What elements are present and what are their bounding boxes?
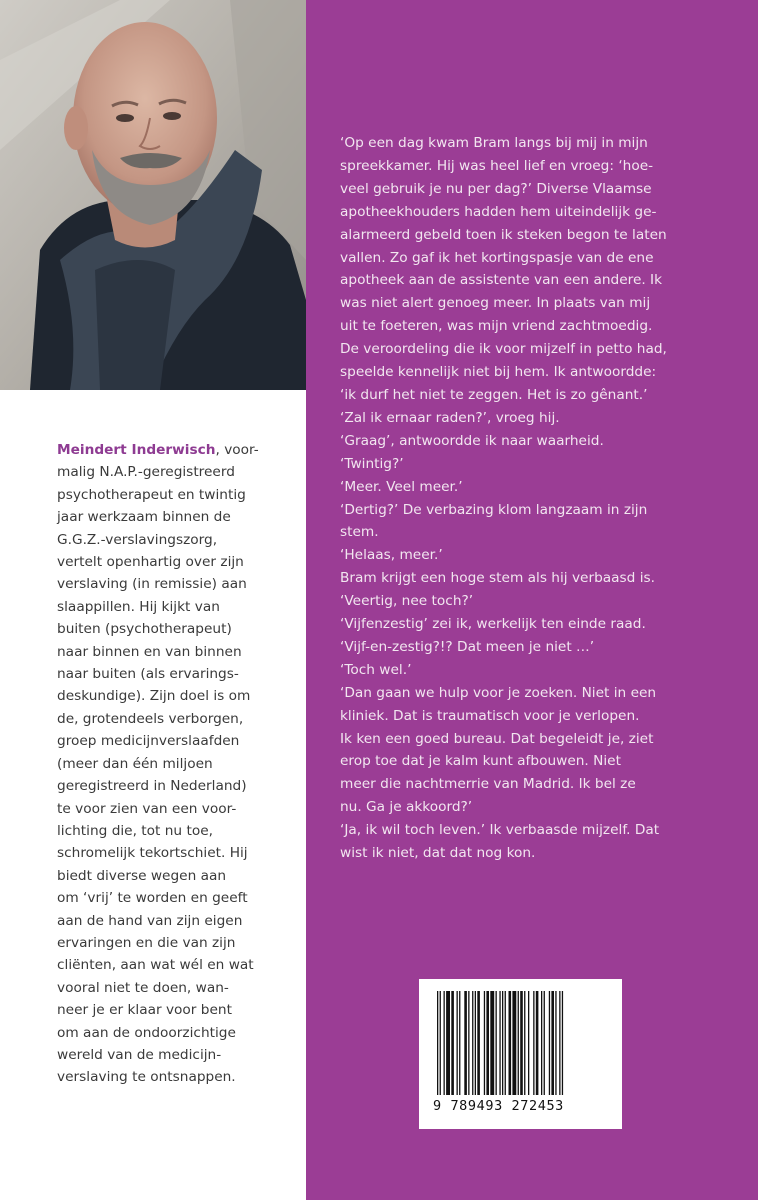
- barcode-stripe: [533, 991, 534, 1095]
- barcode-stripe: [457, 991, 458, 1095]
- quote-paragraph: ‘Helaas, meer.’: [340, 547, 443, 564]
- barcode-stripe: [472, 991, 473, 1095]
- author-name: Meindert Inderwisch: [57, 442, 216, 458]
- barcode-stripe: [524, 991, 525, 1095]
- barcode-bars: [437, 991, 604, 1095]
- barcode-stripe: [451, 991, 454, 1095]
- barcode-stripe: [446, 991, 450, 1095]
- barcode-stripe: [541, 991, 542, 1095]
- excerpt-quote: [340, 132, 730, 865]
- author-bio: [57, 439, 292, 1089]
- barcode-stripe: [562, 991, 563, 1095]
- barcode-stripe: [549, 991, 550, 1095]
- barcode-stripe: [496, 991, 497, 1095]
- barcode-stripe: [559, 991, 560, 1095]
- barcode-stripe: [502, 991, 503, 1095]
- barcode-stripe: [536, 991, 539, 1095]
- quote-paragraph: ‘Dertig?’ De verbazing klom langzaam in zijn stem.: [340, 501, 648, 541]
- quote-paragraph: ‘Op een dag kwam Bram langs bij mij in mijn spreekkamer. Hij was heel lief en vroeg: ‘hoe- veel gebruik je nu per dag?’ Diverse Vlaamse apotheekhouders hadden hem uiteindelijk ge- alarmeerd gebeld toen ik steken begon te laten vallen. Zo gaf ik het kortingspasje van de ene apotheek aan de assistente van een andere. Ik was niet alert genoeg meer. In plaats van mij uit te foeteren, was mijn vriend zachtmoedig. De veroordeling die ik voor mijzelf in petto had, speelde kennelijk niet bij hem. Ik antwoordde: ‘ik durf het niet te zeggen. Het is zo gênant.’: [340, 135, 667, 403]
- barcode-stripe: [464, 991, 467, 1095]
- barcode-stripe: [505, 991, 506, 1095]
- quote-paragraph: ‘Toch wel.’: [340, 661, 412, 678]
- quote-paragraph: ‘Vijf-en-zestig?!? Dat meen je niet …’: [340, 638, 595, 655]
- quote-paragraph: ‘Meer. Veel meer.’: [340, 478, 463, 495]
- barcode-stripe: [475, 991, 476, 1095]
- quote-paragraph: ‘Vijfenzestig’ zei ik, werkelijk ten einde raad.: [340, 616, 646, 633]
- barcode: [419, 979, 622, 1129]
- barcode-stripe: [551, 991, 554, 1095]
- quote-paragraph: ‘Dan gaan we hulp voor je zoeken. Niet in een kliniek. Dat is traumatisch voor je verlopen. Ik ken een goed bureau. Dat begeleidt je, ziet erop toe dat je kalm kunt afbouwen. Niet meer die nachtmerrie van Madrid. Ik bel ze nu. Ga je akkoord?’: [340, 684, 657, 816]
- barcode-stripe: [477, 991, 480, 1095]
- barcode-stripe: [555, 991, 556, 1095]
- barcode-stripe: [490, 991, 494, 1095]
- barcode-stripe: [512, 991, 516, 1095]
- barcode-stripe: [520, 991, 523, 1095]
- barcode-stripe: [437, 991, 438, 1095]
- bio-text: , voor- malig N.A.P.-geregistreerd psychotherapeut en twintig jaar werkzaam binnen de G.G.Z.-verslavingszorg, vertelt openhartig over zijn verslaving (in remissie) aan slaappillen. Hij kijkt van buiten (psychotherapeut) naar binnen en van binnen naar buiten (als ervarings- deskundige). Zijn doel is om de, grotendeels verborgen, groep medicijnverslaafden (meer dan één miljoen geregistreerd in Nederland) te voor zien van een voor- lichting die, tot nu toe, schromelijk tekortschiet. Hij biedt diverse wegen aan om ‘vrij’ te worden en geeft aan de hand van zijn eigen ervaringen en die van zijn cliënten, aan wat wél en wat vooral niet te doen, wan- neer je er klaar voor bent om aan de ondoorzichtige wereld van de medicijn- verslaving te ontsnappen.: [57, 442, 259, 1086]
- barcode-stripe: [484, 991, 485, 1095]
- barcode-stripe: [440, 991, 441, 1095]
- barcode-stripe: [444, 991, 445, 1095]
- barcode-stripe: [459, 991, 460, 1095]
- author-photo: [0, 0, 306, 390]
- barcode-stripe: [468, 991, 469, 1095]
- isbn-number: 9 789493 272453: [433, 1098, 564, 1114]
- left-panel: [0, 0, 306, 1200]
- bio-paragraph: [57, 439, 292, 1089]
- quote-paragraph: ‘Zal ik ernaar raden?’, vroeg hij.: [340, 409, 560, 426]
- barcode-stripe: [499, 991, 500, 1095]
- barcode-stripe: [509, 991, 512, 1095]
- barcode-stripe: [518, 991, 519, 1095]
- quote-paragraph: Bram krijgt een hoge stem als hij verbaasd is. ‘Veertig, nee toch?’: [340, 570, 656, 610]
- barcode-stripe: [544, 991, 545, 1095]
- barcode-stripe: [486, 991, 489, 1095]
- quote-paragraph: ‘Graag’, antwoordde ik naar waarheid.: [340, 432, 604, 449]
- quote-paragraph: ‘Twintig?’: [340, 455, 404, 472]
- barcode-stripe: [528, 991, 529, 1095]
- quote-paragraph: ‘Ja, ik wil toch leven.’ Ik verbaasde mijzelf. Dat wist ik niet, dat dat nog kon.: [340, 822, 660, 862]
